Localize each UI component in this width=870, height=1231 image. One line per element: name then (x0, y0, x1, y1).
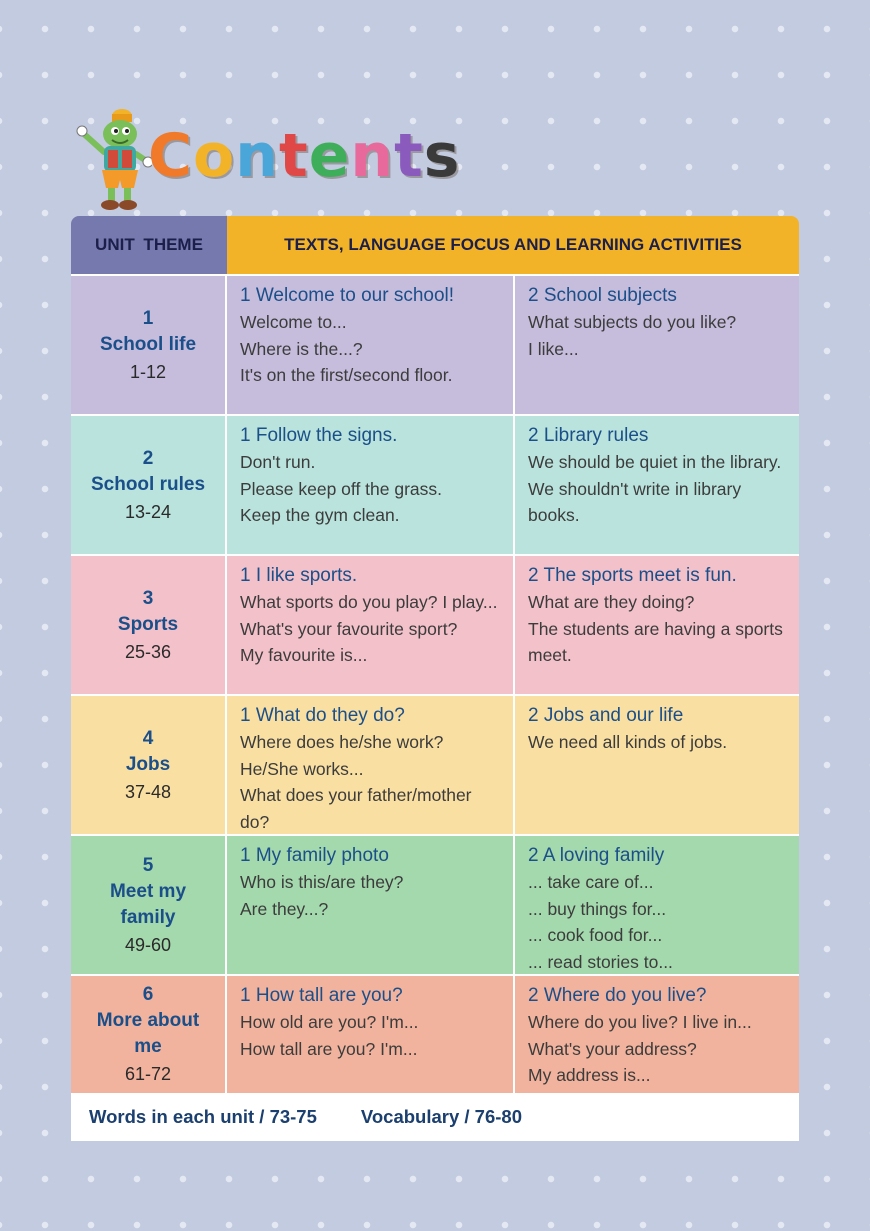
lesson-cell-col1 (227, 836, 513, 974)
table-footer (71, 1093, 799, 1141)
language-focus-line: books. (528, 505, 580, 525)
lesson-cell-col2 (513, 276, 799, 414)
header-unit-theme: UNIT THEME (71, 216, 227, 274)
language-focus-line: What are they doing? (528, 592, 695, 612)
lesson-cell-col2 (513, 976, 799, 1093)
mascot-illustration (72, 104, 152, 214)
language-focus-line: ... cook food for... (528, 925, 663, 945)
language-focus-line: My favourite is... (240, 645, 368, 665)
unit-number: 6 (142, 984, 154, 1005)
title-area (72, 104, 472, 214)
lesson-cell-col2 (513, 696, 799, 834)
unit-name: me (134, 1036, 162, 1057)
unit-row-4[interactable] (71, 694, 799, 834)
language-focus-line: How tall are you? I'm... (240, 1038, 418, 1059)
lesson-title: 2 Library rules (528, 425, 649, 446)
header-texts: TEXTS, LANGUAGE FOCUS AND LEARNING ACTIVITIES (227, 216, 799, 274)
unit-pages: 49-60 (124, 934, 172, 955)
unit-theme-cell (71, 976, 227, 1093)
lesson-cell-col2 (513, 836, 799, 974)
unit-theme-cell (71, 696, 227, 834)
unit-pages: 25-36 (124, 641, 172, 662)
language-focus-line: My address is... (528, 1065, 651, 1085)
unit-theme-cell (71, 836, 227, 974)
unit-name: family (120, 906, 176, 928)
lesson-title: 2 The sports meet is fun. (528, 565, 737, 586)
unit-number: 2 (142, 447, 154, 469)
page-title (148, 121, 461, 191)
language-focus-line: The students are having a sports (528, 618, 783, 639)
unit-number: 5 (142, 854, 154, 876)
lesson-cell-col1 (227, 556, 513, 694)
language-focus-line: We need all kinds of jobs. (528, 732, 728, 752)
language-focus-line: What subjects do you like? (528, 312, 737, 332)
footer-vocabulary[interactable]: Vocabulary / 76-80 (360, 1106, 522, 1127)
title-letter: t (394, 121, 424, 191)
lesson-title: 2 A loving family (528, 845, 665, 866)
unit-name: School rules (90, 473, 206, 495)
unit-row-3[interactable] (71, 554, 799, 694)
language-focus-line: Who is this/are they? (240, 872, 404, 892)
language-focus-line: I like... (528, 338, 579, 359)
lesson-title: 1 I like sports. (240, 565, 358, 586)
lesson-cell-col1 (227, 696, 513, 834)
language-focus-line: Where do you live? I live in... (528, 1012, 752, 1032)
unit-pages: 13-24 (124, 501, 172, 522)
language-focus-line: He/She works... (240, 758, 364, 779)
lesson-title: 1 What do they do? (240, 705, 405, 726)
language-focus-line: We shouldn't write in library (528, 478, 742, 499)
unit-name: More about (96, 1010, 200, 1031)
language-focus-line: How old are you? I'm... (240, 1012, 419, 1032)
language-focus-line: ... take care of... (528, 872, 654, 892)
unit-row-5[interactable] (71, 834, 799, 974)
unit-name: Jobs (125, 753, 171, 775)
lesson-title: 1 Follow the signs. (240, 425, 398, 446)
language-focus-line: It's on the first/second floor. (240, 365, 453, 385)
lesson-cell-col1 (227, 976, 513, 1093)
language-focus-line: Are they...? (240, 898, 329, 919)
title-letter: n (350, 121, 395, 191)
lesson-cell-col2 (513, 416, 799, 554)
unit-number: 4 (142, 727, 154, 749)
language-focus-line: Where is the...? (240, 338, 363, 359)
language-focus-line: What's your address? (528, 1038, 697, 1059)
language-focus-line: What does your father/mother do? (240, 785, 472, 832)
lesson-title: 1 Welcome to our school! (240, 285, 455, 306)
language-focus-line: What sports do you play? I play... (240, 592, 498, 612)
contents-table (71, 216, 799, 1141)
lesson-title: 2 Where do you live? (528, 985, 707, 1006)
unit-row-2[interactable] (71, 414, 799, 554)
lesson-title: 2 School subjects (528, 285, 677, 306)
unit-theme-cell (71, 416, 227, 554)
title-letter: C (148, 121, 194, 191)
title-letter: o (193, 121, 236, 191)
language-focus-line: Please keep off the grass. (240, 478, 443, 499)
lesson-cell-col1 (227, 276, 513, 414)
lesson-title: 1 How tall are you? (240, 985, 403, 1006)
unit-row-6[interactable] (71, 974, 799, 1093)
language-focus-line: Keep the gym clean. (240, 505, 400, 525)
lesson-cell-col2 (513, 556, 799, 694)
unit-name: School life (99, 333, 197, 355)
unit-pages: 61-72 (124, 1064, 172, 1084)
unit-name: Sports (117, 613, 179, 635)
title-letter: t (279, 121, 309, 191)
unit-number: 1 (142, 307, 154, 329)
title-letter: e (308, 121, 351, 191)
lesson-title: 1 My family photo (240, 845, 389, 866)
title-letter: s (423, 121, 461, 191)
language-focus-line: ... read stories to... (528, 951, 673, 972)
table-header (71, 216, 799, 274)
unit-pages: 1-12 (129, 361, 167, 382)
language-focus-line: Where does he/she work? (240, 732, 444, 752)
unit-number: 3 (142, 587, 154, 609)
language-focus-line: ... buy things for... (528, 898, 667, 919)
language-focus-line: Welcome to... (240, 312, 347, 332)
lesson-cell-col1 (227, 416, 513, 554)
unit-theme-cell (71, 556, 227, 694)
language-focus-line: What's your favourite sport? (240, 618, 458, 639)
language-focus-line: Don't run. (240, 452, 316, 472)
unit-pages: 37-48 (124, 781, 172, 802)
unit-theme-cell (71, 276, 227, 414)
unit-row-1[interactable] (71, 274, 799, 414)
title-letter: n (235, 121, 279, 191)
language-focus-line: We should be quiet in the library. (528, 452, 782, 472)
language-focus-line: meet. (528, 645, 572, 665)
unit-name: Meet my (109, 880, 187, 902)
lesson-title: 2 Jobs and our life (528, 705, 684, 726)
footer-words[interactable]: Words in each unit / 73-75 (89, 1106, 317, 1127)
unit-rows (71, 274, 799, 1093)
